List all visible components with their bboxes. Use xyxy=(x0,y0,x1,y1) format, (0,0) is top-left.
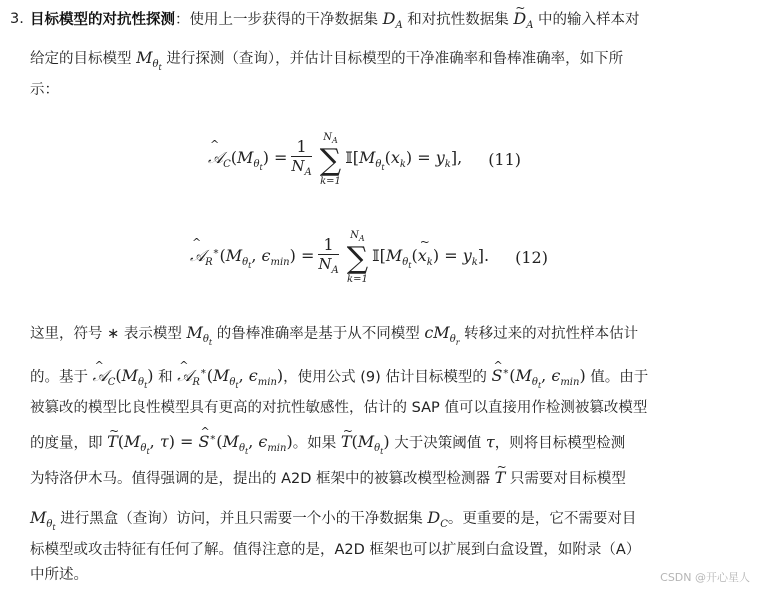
para2-line3: 被篡改的模型比良性模型具有更高的对抗性敏感性，估计的 SAP 值可以直接用作检测被篡改模型 xyxy=(30,400,648,416)
para2-line8: 中所述。 xyxy=(30,567,88,583)
para2-line1: 这里，符号 ∗ 表示模型 $M_{\theta_t}$ 的鲁棒准确率是基于从不同模型 $cM_{\theta_r}$ 转移过来的对抗性样本估计 xyxy=(30,323,639,347)
para1-line2: 给定的目标模型 $M_{\theta_t}$ 进行探测（查询），并估计目标模型的干净准确率和鲁棒准确率，如下所 xyxy=(30,48,624,72)
eq12-number: (12) xyxy=(515,248,548,267)
eq11-lhs: ^ $𝒜_C(M_{\theta_t})$ = xyxy=(208,148,287,172)
equation-12 xyxy=(190,230,548,285)
item-heading: 目标模型的对抗性探测 xyxy=(30,12,175,28)
para2-line5: 为特洛伊木马。值得强调的是，提出的 A2D 框架中的被篡改模型检测器 ~ T 只需要对目标模型 xyxy=(30,467,626,490)
eq11-sum: $N_A$ ∑ k=1 xyxy=(319,132,342,187)
watermark: CSDN @开心星人 xyxy=(660,571,750,584)
math-M-theta-t: $M_{\theta_t}$ xyxy=(136,48,162,72)
equation-11 xyxy=(208,132,521,187)
eq12-sum: $N_A$ ∑ k=1 xyxy=(346,230,369,285)
list-number: 3. xyxy=(10,11,24,27)
eq11-number: (11) xyxy=(488,150,522,169)
math-DA: $D_A$ xyxy=(382,9,403,31)
eq12-lhs: ^ $𝒜_R^∗(M_{\theta_t}$, $\epsilon_{min}$) = xyxy=(190,246,314,270)
eq12-body: $𝕀[M_{\theta_t}(\sim$ $x_k) = y_k$]. xyxy=(372,246,489,270)
para2-line7: 标模型或攻击特征有任何了解。值得注意的是，A2D 框架也可以扩展到白盒设置，如附录（A） xyxy=(30,542,641,558)
para2-line6: $M_{\theta_t}$ 进行黑盒（查询）访问，并且只需要一个小的干净数据集 $D_C$。更重要的是，它不需要对目 xyxy=(30,508,637,532)
eq11-body: $𝕀[M_{\theta_t}(x_k) = y_k]$, xyxy=(345,147,463,172)
eq11-fraction: $\frac{1}{N_A}$ xyxy=(291,136,312,178)
para2-line4: 的度量，即 ~ $T(M_{\theta_t}$, τ) = ^ $S^∗(M_{\theta_t}$, $\epsilon_{min}$)。如果 ~ $T(M_{\theta_t})$ 大于决策阈值 τ，则将目标模型检测 xyxy=(30,428,625,463)
para1-line3: 示： xyxy=(30,82,59,98)
para2-line2: 的。基于 ^ $𝒜_C(M_{\theta_t})$ 和 ^ $𝒜_R^∗(M_{\theta_t}$, $\epsilon_{min}$)，使用公式 (9) 估计目标模型的 ^ $S^∗(M_{\theta_t}$, $\epsilon_{min}$) 值。由于 xyxy=(30,362,648,397)
para1-line1: 目标模型的对抗性探测：使用上一步获得的干净数据集 $D_A$ 和对抗性数据集 ~ $D_A$ 中的输入样本对 xyxy=(30,8,640,37)
eq12-fraction: $\frac{1}{N_A}$ xyxy=(318,234,339,276)
math-DA-tilde: ~ $D_A$ xyxy=(513,9,533,28)
